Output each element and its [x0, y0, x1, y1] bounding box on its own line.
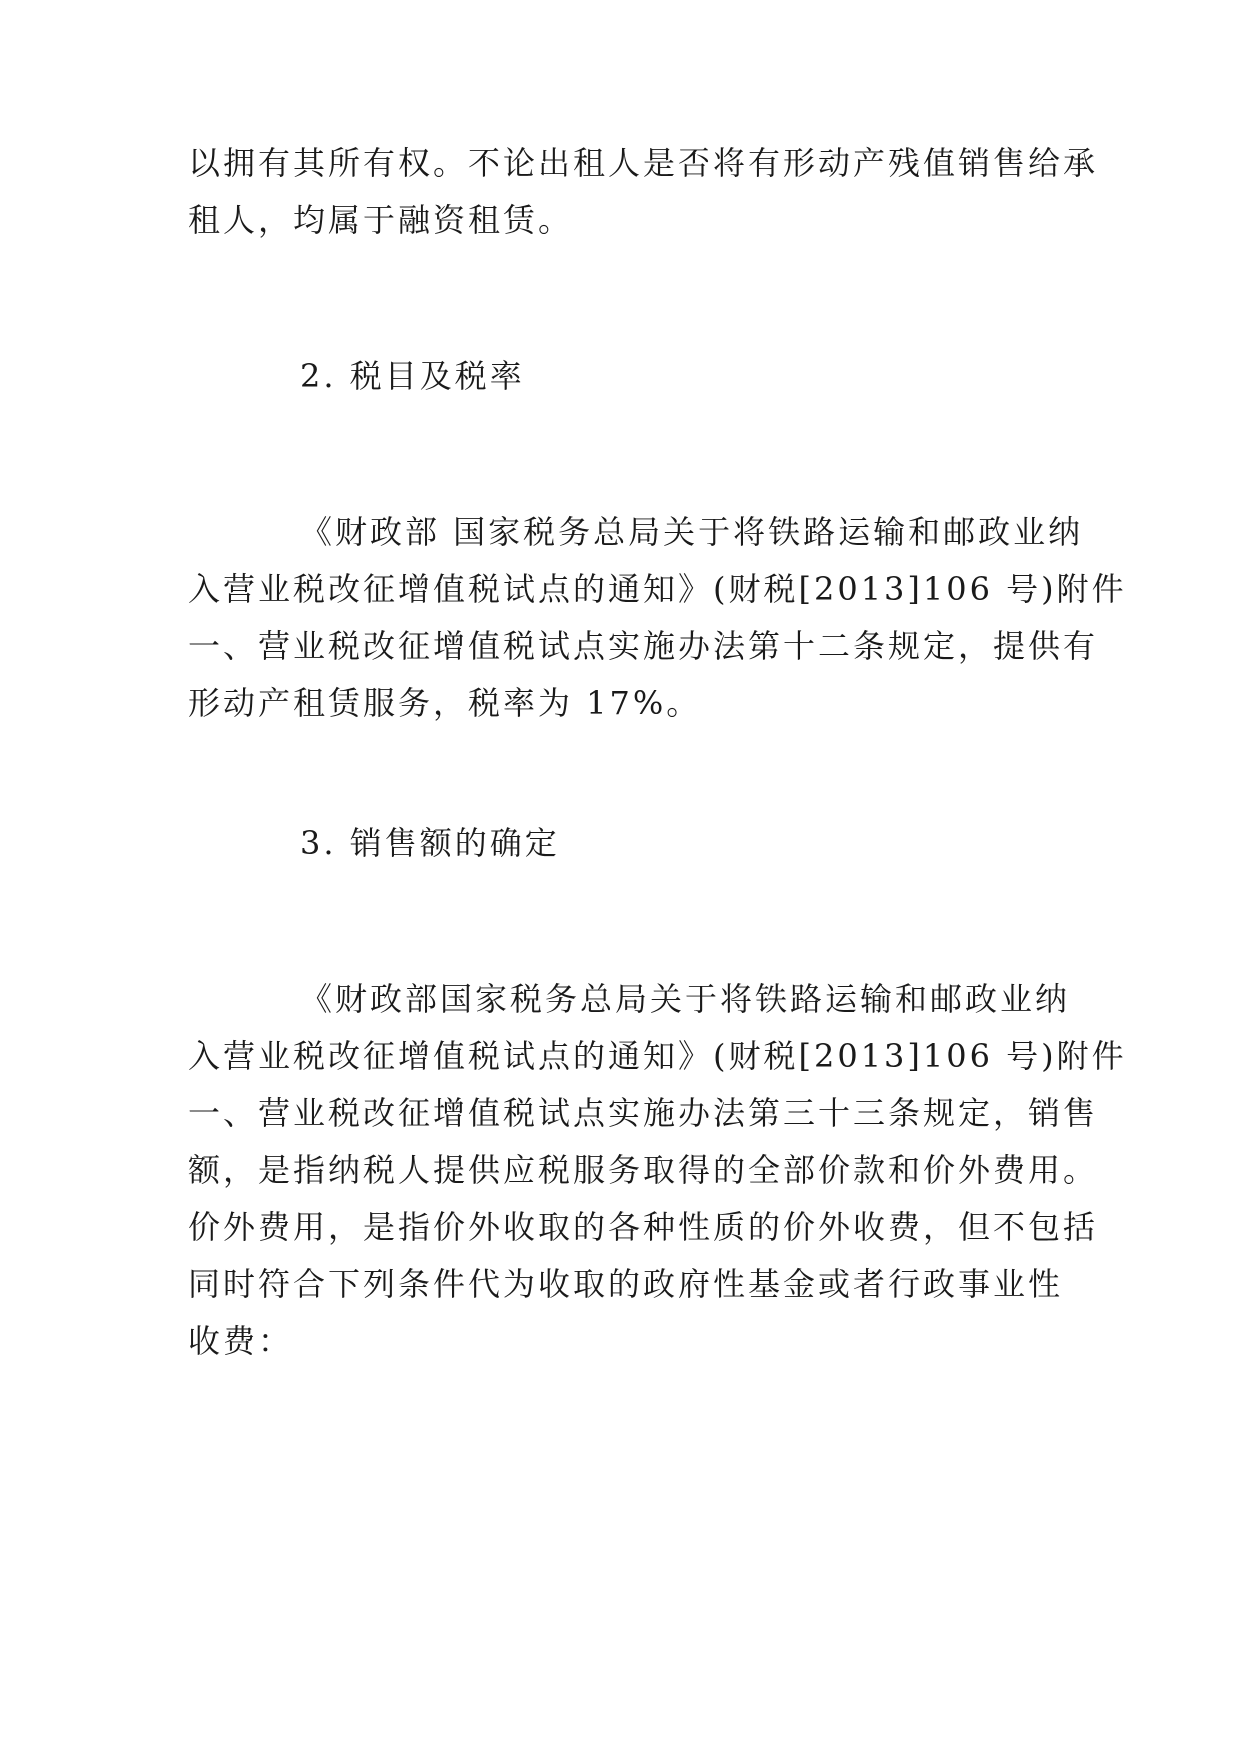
paragraph-line: 同时符合下列条件代为收取的政府性基金或者行政事业性	[188, 1265, 1064, 1303]
paragraph-line: 一、营业税改征增值税试点实施办法第十二条规定，提供有	[188, 627, 1099, 665]
paragraph-line: 《财政部国家税务总局关于将铁路运输和邮政业纳	[300, 980, 1071, 1018]
paragraph-line: 入营业税改征增值税试点的通知》(财税[2013]106 号)附件	[188, 1037, 1127, 1075]
paragraph-line: 以拥有其所有权。不论出租人是否将有形动产残值销售给承	[188, 144, 1099, 182]
paragraph-line: 额，是指纳税人提供应税服务取得的全部价款和价外费用。	[188, 1151, 1099, 1189]
section-heading: 3. 销售额的确定	[300, 824, 560, 862]
paragraph-line: 一、营业税改征增值税试点实施办法第三十三条规定，销售	[188, 1094, 1099, 1132]
paragraph-line: 价外费用，是指价外收取的各种性质的价外收费，但不包括	[188, 1208, 1099, 1246]
paragraph-line: 形动产租赁服务，税率为 17%。	[188, 684, 702, 722]
section-heading: 2. 税目及税率	[300, 357, 525, 395]
paragraph-line: 收费：	[188, 1322, 294, 1360]
paragraph-line: 《财政部 国家税务总局关于将铁路运输和邮政业纳	[300, 513, 1084, 551]
paragraph-line: 租人，均属于融资租赁。	[188, 201, 574, 239]
paragraph-line: 入营业税改征增值税试点的通知》(财税[2013]106 号)附件	[188, 570, 1127, 608]
